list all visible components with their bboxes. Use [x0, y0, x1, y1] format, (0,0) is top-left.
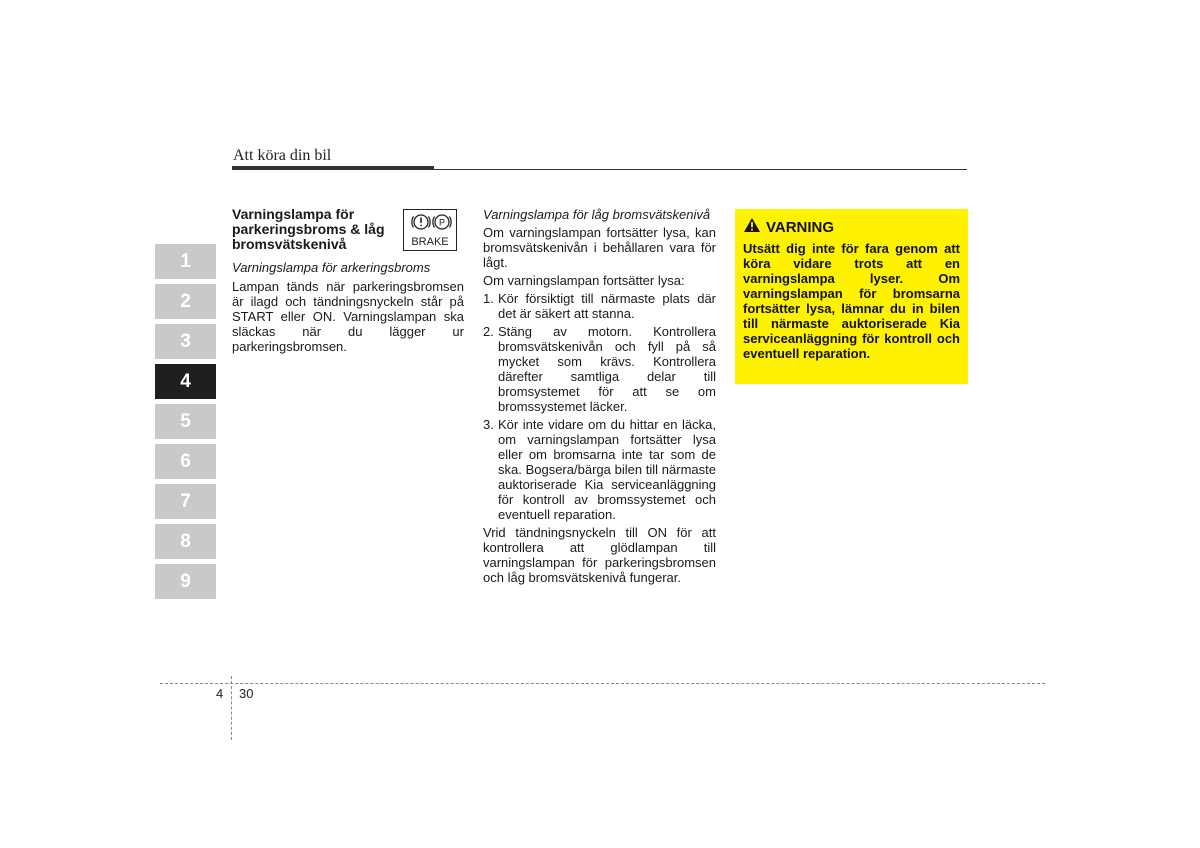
chapter-tab-3[interactable]: 3 — [155, 324, 216, 359]
chapter-tab-5[interactable]: 5 — [155, 404, 216, 439]
parking-brake-section — [232, 207, 464, 354]
chapter-tab-4[interactable]: 4 — [155, 364, 216, 399]
header-rule-accent — [232, 166, 434, 170]
list-text: Kör försiktigt till närmaste plats där det är säkert att stanna. — [498, 291, 716, 321]
body-paragraph: Om varningslampan fortsätter lysa, kan bromsvätskenivån i behållaren vara för lågt. — [483, 225, 716, 270]
page-number: 30 — [239, 686, 254, 701]
brake-icon-label: BRAKE — [411, 236, 449, 248]
chapter-tab-1[interactable]: 1 — [155, 244, 216, 279]
subheading: Varningslampa för låg bromsvätskenivå — [483, 207, 711, 222]
chapter-tab-8[interactable]: 8 — [155, 524, 216, 559]
subheading: Varningslampa för arkeringsbroms — [232, 260, 431, 275]
list-item — [483, 417, 716, 522]
footer-vertical-divider — [231, 676, 232, 740]
list-text: Stäng av motorn. Kontrollera bromsvätskenivån och fyll på så mycket som krävs. Kontrollera därefter samtliga delar till bromsystemet för att se om bromssystemet läcker. — [498, 324, 716, 414]
steps-list — [483, 291, 716, 522]
brake-fluid-section — [483, 207, 716, 585]
chapter-tab-9[interactable]: 9 — [155, 564, 216, 599]
warning-header — [743, 217, 960, 237]
header-title: Att köra din bil — [233, 147, 332, 164]
list-number: 2. — [483, 324, 494, 339]
body-paragraph: Vrid tändningsnyckeln till ON för att kontrollera att glödlampan till varningslampan för parkeringsbromsen och låg bromsvätskenivå fungerar. — [483, 525, 716, 585]
chapter-tab-2[interactable]: 2 — [155, 284, 216, 319]
body-paragraph: Om varningslampan fortsätter lysa: — [483, 273, 685, 288]
chapter-tab-7[interactable]: 7 — [155, 484, 216, 519]
section-title: Varningslampa för parkeringsbroms & låg bromsvätskenivå — [232, 206, 385, 252]
list-item — [483, 324, 716, 414]
footer-divider — [160, 683, 1045, 684]
list-number: 1. — [483, 291, 494, 306]
list-number: 3. — [483, 417, 494, 432]
chapter-number: 4 — [216, 686, 224, 701]
brake-warning-icon — [403, 209, 457, 251]
list-item — [483, 291, 716, 321]
warning-title: VARNING — [766, 218, 835, 236]
warning-text: Utsätt dig inte för fara genom att köra vidare trots att en varningslampa lyser. Om varningslampan för bromsarna fortsätter lysa, lämnar du in bilen till närmaste auktoriserade Kia serviceanläggning för kontroll och eventuell reparation. — [743, 241, 960, 361]
body-paragraph: Lampan tänds när parkeringsbromsen är ilagd och tändningsnyckeln står på START eller ON. Varningslampan ska släckas när du lägger ur parkeringsbromsen. — [232, 279, 464, 354]
warning-triangle-icon — [743, 217, 761, 237]
chapter-tab-6[interactable]: 6 — [155, 444, 216, 479]
warning-box — [735, 209, 968, 384]
chapter-tabs — [155, 244, 216, 604]
svg-text:P: P — [438, 217, 446, 228]
list-text: Kör inte vidare om du hittar en läcka, om varningslampan fortsätter lysa eller om bromsarna inte tar som de ska. Bogsera/bärga bilen till närmaste auktoriserade Kia serviceanläggning för kontroll av bromssystemet och eventuell reparation. — [498, 417, 716, 522]
